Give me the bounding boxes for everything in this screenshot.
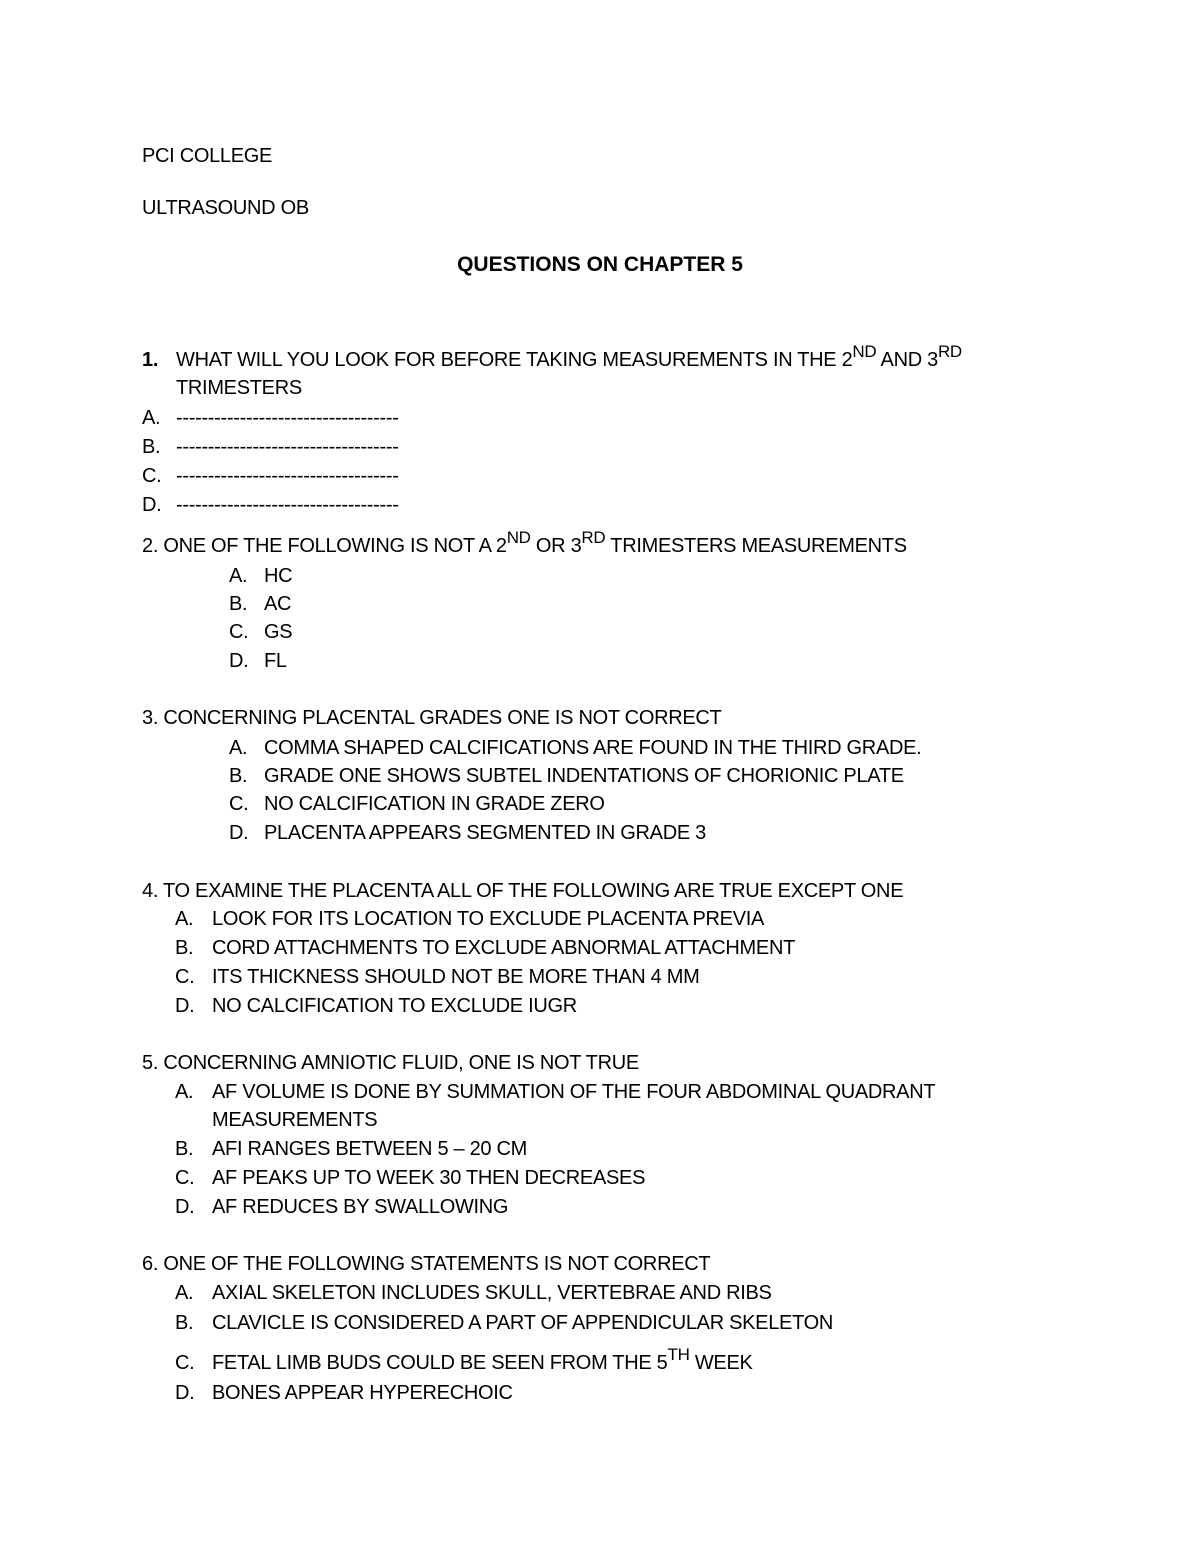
college-name: PCI COLLEGE (142, 145, 273, 167)
option-text: HC (264, 565, 293, 587)
answer-option (175, 906, 764, 932)
answer-option (175, 1380, 513, 1406)
superscript: TH (667, 1345, 690, 1364)
option-letter: B. (229, 593, 248, 615)
answer-blank: ----------------------------------- (176, 494, 399, 516)
question-2-text: 2. ONE OF THE FOLLOWING IS NOT A 2 (142, 535, 507, 557)
option-text: GS (264, 621, 293, 643)
option-letter: B. (142, 436, 161, 458)
option-text: AF REDUCES BY SWALLOWING (212, 1196, 509, 1218)
option-text: NO CALCIFICATION IN GRADE ZERO (264, 793, 605, 815)
answer-option (175, 1194, 508, 1220)
option-letter: B. (175, 937, 194, 959)
option-letter: A. (175, 908, 194, 930)
option-text: AXIAL SKELETON INCLUDES SKULL, VERTEBRAE AND RIBS (212, 1282, 772, 1304)
question-3: 3. CONCERNING PLACENTAL GRADES ONE IS NOT CORRECT (142, 707, 722, 729)
answer-option (229, 563, 292, 589)
option-text: COMMA SHAPED CALCIFICATIONS ARE FOUND IN THE THIRD GRADE. (264, 737, 922, 759)
option-letter: C. (142, 465, 162, 487)
answer-option (175, 1345, 753, 1377)
option-text: FETAL LIMB BUDS COULD BE SEEN FROM THE 5 (212, 1352, 668, 1374)
question-1-text: AND 3 (876, 349, 938, 371)
answer-option (175, 964, 699, 990)
option-letter: A. (175, 1282, 194, 1304)
option-letter: B. (175, 1138, 194, 1160)
option-letter: D. (175, 995, 195, 1017)
option-letter: A. (142, 407, 161, 429)
answer-option (142, 434, 399, 460)
answer-option (229, 591, 291, 617)
option-text: LOOK FOR ITS LOCATION TO EXCLUDE PLACENTA PREVIA (212, 908, 765, 930)
option-letter: A. (229, 565, 248, 587)
superscript: RD (581, 528, 606, 547)
page-title: QUESTIONS ON CHAPTER 5 (457, 253, 743, 276)
answer-option (229, 648, 287, 674)
option-text: AF VOLUME IS DONE BY SUMMATION OF THE FOUR ABDOMINAL QUADRANT (212, 1081, 936, 1103)
answer-option (229, 791, 605, 817)
answer-option (175, 993, 577, 1019)
option-letter: B. (175, 1312, 194, 1334)
option-letter: D. (175, 1196, 195, 1218)
option-letter: D. (175, 1382, 195, 1404)
option-text: AF PEAKS UP TO WEEK 30 THEN DECREASES (212, 1167, 646, 1189)
question-2-text: TRIMESTERS MEASUREMENTS (605, 535, 907, 557)
question-2-text: OR 3 (530, 535, 582, 557)
question-1-text-continued: TRIMESTERS (176, 377, 302, 399)
course-name: ULTRASOUND OB (142, 197, 309, 219)
answer-option (229, 820, 706, 846)
option-letter: C. (229, 793, 249, 815)
question-4: 4. TO EXAMINE THE PLACENTA ALL OF THE FOLLOWING ARE TRUE EXCEPT ONE (142, 880, 904, 902)
superscript: RD (937, 342, 962, 361)
option-letter: C. (175, 1167, 195, 1189)
option-letter: C. (229, 621, 249, 643)
answer-blank: ----------------------------------- (176, 407, 399, 429)
option-text: CORD ATTACHMENTS TO EXCLUDE ABNORMAL ATTACHMENT (212, 937, 796, 959)
question-1-text: WHAT WILL YOU LOOK FOR BEFORE TAKING MEASUREMENTS IN THE 2 (176, 349, 853, 371)
superscript: ND (852, 342, 877, 361)
question-2 (142, 528, 907, 560)
option-text: CLAVICLE IS CONSIDERED A PART OF APPENDICULAR SKELETON (212, 1312, 834, 1334)
answer-option (142, 492, 399, 518)
option-letter: D. (229, 650, 249, 672)
answer-blank: ----------------------------------- (176, 436, 399, 458)
question-5: 5. CONCERNING AMNIOTIC FLUID, ONE IS NOT TRUE (142, 1052, 639, 1074)
question-1 (142, 342, 962, 374)
option-text: AFI RANGES BETWEEN 5 – 20 CM (212, 1138, 528, 1160)
option-text: PLACENTA APPEARS SEGMENTED IN GRADE 3 (264, 822, 706, 844)
option-letter: A. (175, 1081, 194, 1103)
option-text: WEEK (689, 1352, 753, 1374)
answer-option (175, 1165, 645, 1191)
option-text-continued: MEASUREMENTS (212, 1109, 378, 1131)
answer-option (175, 1136, 527, 1162)
answer-option (229, 735, 921, 761)
question-6: 6. ONE OF THE FOLLOWING STATEMENTS IS NOT CORRECT (142, 1253, 711, 1275)
option-letter: C. (175, 1352, 195, 1374)
option-text: FL (264, 650, 287, 672)
option-text: BONES APPEAR HYPERECHOIC (212, 1382, 513, 1404)
option-text: NO CALCIFICATION TO EXCLUDE IUGR (212, 995, 577, 1017)
option-letter: D. (142, 494, 162, 516)
option-letter: C. (175, 966, 195, 988)
answer-option (142, 463, 399, 489)
option-text: GRADE ONE SHOWS SUBTEL INDENTATIONS OF CHORIONIC PLATE (264, 765, 904, 787)
answer-option (175, 1079, 935, 1105)
question-1-number: 1. (142, 349, 159, 371)
superscript: ND (506, 528, 531, 547)
option-letter: D. (229, 822, 249, 844)
answer-option (175, 1280, 772, 1306)
option-text: AC (264, 593, 292, 615)
option-text: ITS THICKNESS SHOULD NOT BE MORE THAN 4 MM (212, 966, 700, 988)
answer-option (175, 1310, 833, 1336)
option-letter: B. (229, 765, 248, 787)
answer-option (175, 935, 795, 961)
answer-blank: ----------------------------------- (176, 465, 399, 487)
answer-option (229, 763, 904, 789)
answer-option (229, 619, 292, 645)
option-letter: A. (229, 737, 248, 759)
answer-option (142, 405, 399, 431)
